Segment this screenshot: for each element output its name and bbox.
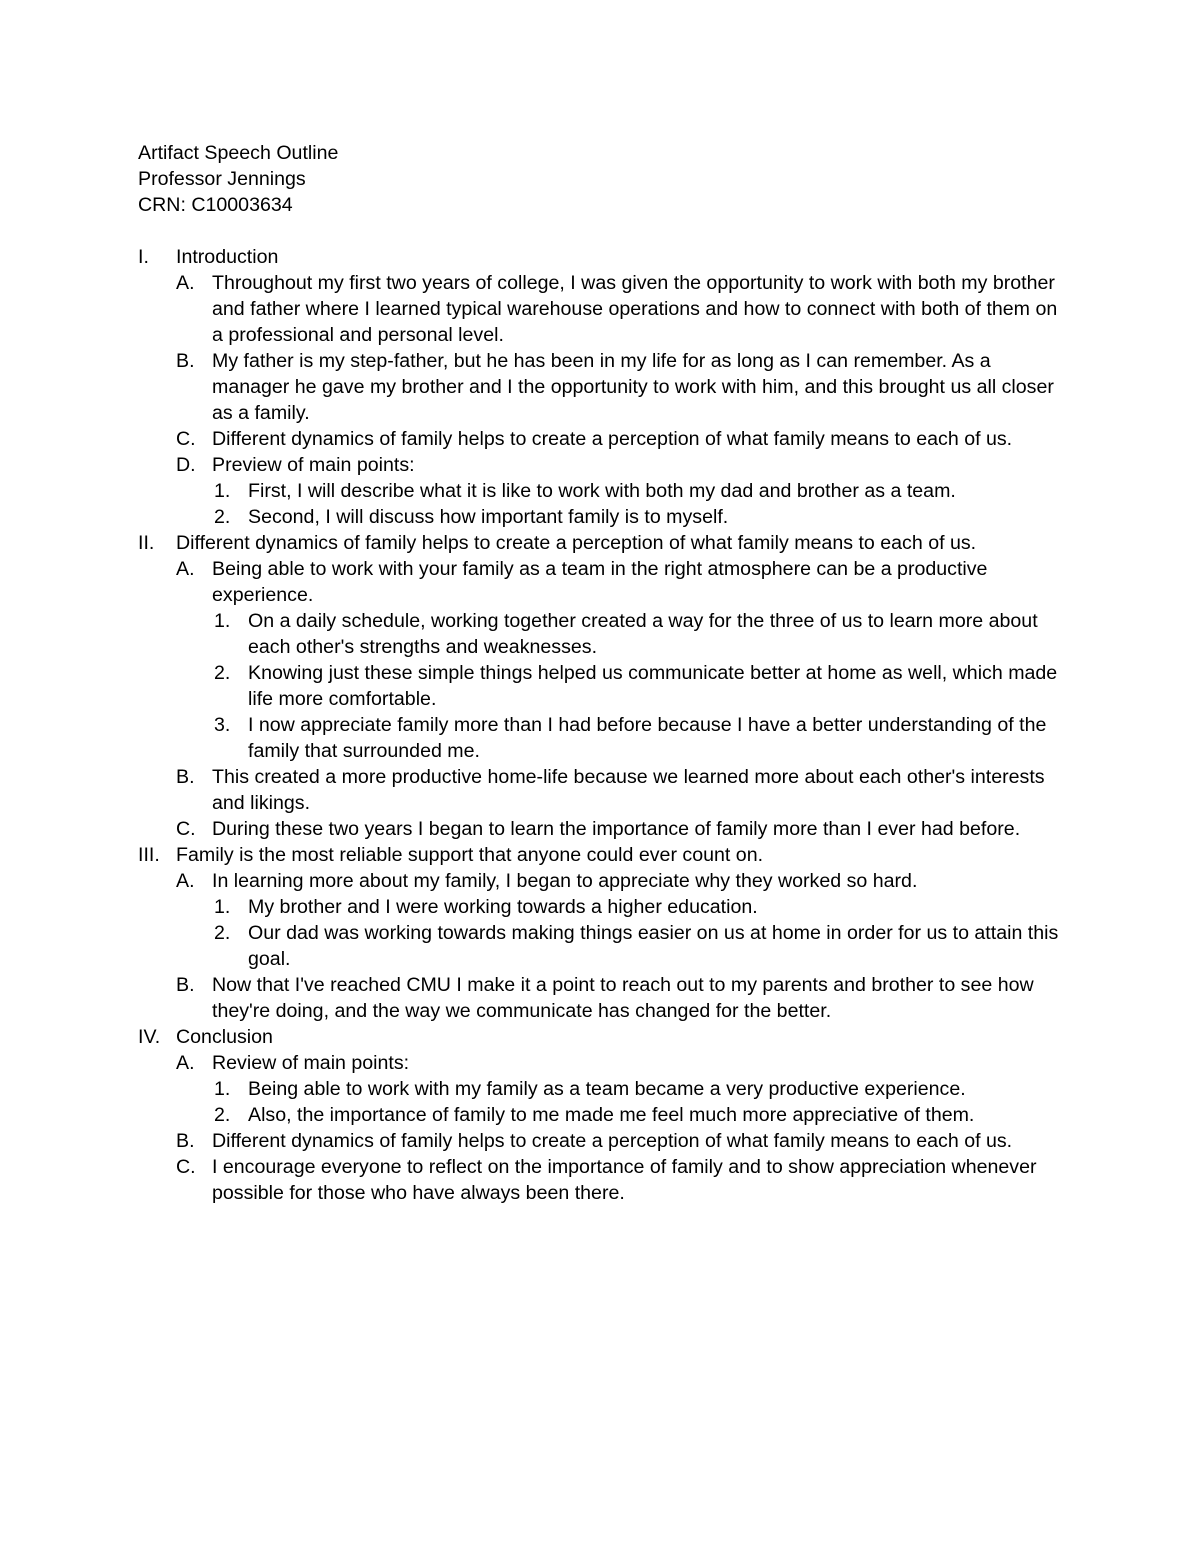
outline-detail: [138, 608, 1068, 660]
outline-marker: B.: [176, 1130, 195, 1152]
outline-marker: 2.: [214, 506, 231, 528]
outline-text: Throughout my first two years of college, I was given the opportunity to work with both my brother and father where I learned typical warehouse operations and how to connect with both of them on a professional and personal level.: [212, 272, 1058, 346]
outline-text: Preview of main points:: [212, 454, 415, 476]
outline-marker: C.: [176, 428, 196, 450]
outline-marker: 2.: [214, 1104, 231, 1126]
outline-subpoint: [138, 972, 1068, 1024]
outline-text: Second, I will discuss how important family is to myself.: [248, 506, 729, 528]
outline-subpoint: [138, 1154, 1068, 1206]
outline-marker: 2.: [214, 922, 231, 944]
outline-text: Also, the importance of family to me made me feel much more appreciative of them.: [248, 1104, 975, 1126]
outline-marker: A.: [176, 558, 195, 580]
outline-subpoint: [138, 816, 1068, 842]
outline-marker: 1.: [214, 1078, 231, 1100]
outline-marker: II.: [138, 532, 155, 554]
outline-text: In learning more about my family, I began to appreciate why they worked so hard.: [212, 870, 918, 892]
outline-text: My brother and I were working towards a higher education.: [248, 896, 758, 918]
outline-text: During these two years I began to learn the importance of family more than I ever had before.: [212, 818, 1021, 840]
outline-marker: B.: [176, 974, 195, 996]
outline-subpoint: [138, 1050, 1068, 1076]
outline-marker: 1.: [214, 480, 231, 502]
outline-text: I encourage everyone to reflect on the importance of family and to show appreciation whenever possible for those who have always been there.: [212, 1156, 1037, 1204]
outline-text: Conclusion: [176, 1026, 273, 1048]
outline-section: [138, 842, 1068, 868]
outline-subpoint: [138, 452, 1068, 478]
outline-marker: 1.: [214, 610, 231, 632]
outline-text: First, I will describe what it is like to work with both my dad and brother as a team.: [248, 480, 956, 502]
document-header: [138, 140, 338, 218]
outline-marker: B.: [176, 350, 195, 372]
outline-marker: C.: [176, 818, 196, 840]
outline-text: This created a more productive home-life because we learned more about each other's interests and likings.: [212, 766, 1045, 814]
outline-text: Different dynamics of family helps to create a perception of what family means to each of us.: [212, 428, 1013, 450]
outline-subpoint: [138, 348, 1068, 426]
outline-subpoint: [138, 764, 1068, 816]
outline-text: My father is my step-father, but he has been in my life for as long as I can remember. As a manager he gave my brother and I the opportunity to work with him, and this brought us all closer as a family.: [212, 350, 1054, 424]
outline-text: I now appreciate family more than I had before because I have a better understanding of the family that surrounded me.: [248, 714, 1047, 762]
outline-marker: A.: [176, 1052, 195, 1074]
outline-detail: [138, 1076, 1068, 1102]
outline-marker: B.: [176, 766, 195, 788]
outline-text: Different dynamics of family helps to create a perception of what family means to each of us.: [212, 1130, 1013, 1152]
outline-marker: 2.: [214, 662, 231, 684]
outline-subpoint: [138, 1128, 1068, 1154]
outline-marker: A.: [176, 272, 195, 294]
crn-number: CRN: C10003634: [138, 194, 293, 216]
outline-text: Different dynamics of family helps to create a perception of what family means to each of us.: [176, 532, 977, 554]
outline-marker: C.: [176, 1156, 196, 1178]
outline-text: Being able to work with your family as a team in the right atmosphere can be a productive experience.: [212, 558, 988, 606]
outline-text: Family is the most reliable support that anyone could ever count on.: [176, 844, 764, 866]
outline-subpoint: [138, 426, 1068, 452]
speech-outline: [138, 244, 1068, 1206]
outline-subpoint: [138, 868, 1068, 894]
outline-section: [138, 530, 1068, 556]
outline-text: Introduction: [176, 246, 279, 268]
professor-name: Professor Jennings: [138, 168, 306, 190]
outline-detail: [138, 504, 1068, 530]
outline-detail: [138, 478, 1068, 504]
outline-detail: [138, 660, 1068, 712]
outline-text: Knowing just these simple things helped us communicate better at home as well, which made life more comfortable.: [248, 662, 1058, 710]
outline-marker: I.: [138, 246, 149, 268]
outline-subpoint: [138, 556, 1068, 608]
outline-marker: III.: [138, 844, 160, 866]
outline-subpoint: [138, 270, 1068, 348]
outline-section: [138, 244, 1068, 270]
outline-detail: [138, 712, 1068, 764]
outline-text: Now that I've reached CMU I make it a point to reach out to my parents and brother to see how they're doing, and the way we communicate has changed for the better.: [212, 974, 1034, 1022]
outline-text: On a daily schedule, working together created a way for the three of us to learn more about each other's strengths and weaknesses.: [248, 610, 1038, 658]
outline-marker: IV.: [138, 1026, 161, 1048]
outline-text: Review of main points:: [212, 1052, 410, 1074]
outline-marker: 3.: [214, 714, 231, 736]
outline-detail: [138, 1102, 1068, 1128]
outline-text: Being able to work with my family as a team became a very productive experience.: [248, 1078, 966, 1100]
outline-marker: 1.: [214, 896, 231, 918]
outline-marker: D.: [176, 454, 196, 476]
outline-text: Our dad was working towards making things easier on us at home in order for us to attain this goal.: [248, 922, 1059, 970]
outline-marker: A.: [176, 870, 195, 892]
outline-section: [138, 1024, 1068, 1050]
document-title: Artifact Speech Outline: [138, 142, 339, 164]
outline-detail: [138, 894, 1068, 920]
outline-detail: [138, 920, 1068, 972]
